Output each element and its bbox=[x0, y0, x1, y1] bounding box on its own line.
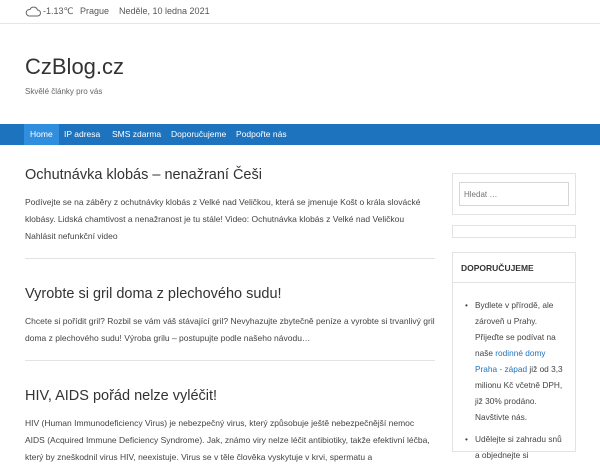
nav-item-podporte-nas[interactable]: Podpořte nás bbox=[236, 129, 287, 139]
post-title[interactable]: Ochutnávka klobás – nenažraní Češi bbox=[25, 167, 262, 183]
nav-item-doporucujeme[interactable]: Doporučujeme bbox=[171, 129, 227, 139]
nav-item-home[interactable]: Home bbox=[24, 124, 59, 145]
bullet: • bbox=[465, 434, 468, 444]
cloud-icon bbox=[25, 5, 41, 17]
item-text: Bydlete v přírodě, ale zároveň u Prahy. Přijeďte se podívat na naše bbox=[475, 300, 556, 358]
site-title[interactable]: CzBlog.cz bbox=[25, 54, 125, 79]
current-date: Neděle, 10 ledna 2021 bbox=[119, 6, 210, 16]
bullet: • bbox=[465, 300, 468, 310]
post bbox=[25, 285, 435, 347]
rodinne-domy-link[interactable]: rodinné domy Praha - západ bbox=[475, 348, 546, 374]
search-input[interactable] bbox=[459, 182, 569, 206]
post-title[interactable]: HIV, AIDS pořád nelze vyléčit! bbox=[25, 388, 218, 404]
post-divider bbox=[25, 360, 435, 361]
empty-widget bbox=[452, 225, 576, 238]
temperature: -1.13℃ bbox=[43, 6, 74, 16]
site-description: Skvělé články pro vás bbox=[25, 87, 103, 96]
post-excerpt: HIV (Human Immunodeficiency Virus) je nebezpečný virus, který způsobuje ještě nebezpečnější nemoc AIDS (Acquired Immune Deficiency Syndrome). Jak, známo viry nelze léčit antibiotiky, takže efektivní léčba, který by zneškodnil virus HIV, neexistuje. Virus se v těle člověka vyskytuje v krvi, spermatu a bbox=[25, 418, 430, 462]
nav-item-sms-zdarma[interactable]: SMS zdarma bbox=[112, 129, 162, 139]
item-text: Udělejte si zahradu snů a objednejte si bbox=[475, 434, 562, 460]
recommend-list bbox=[453, 283, 575, 463]
top-bar bbox=[0, 0, 600, 24]
post-divider bbox=[25, 258, 435, 259]
item-text: již od 3,3 milionu Kč včetně DPH, již 30% prodáno. Navštivte nás. bbox=[475, 364, 563, 422]
post-title[interactable]: Vyrobte si gril doma z plechového sudu! bbox=[25, 286, 282, 302]
post bbox=[25, 166, 435, 245]
list-item bbox=[465, 431, 567, 463]
city-name: Prague bbox=[80, 6, 110, 16]
list-item bbox=[465, 297, 567, 425]
search-widget bbox=[452, 173, 576, 215]
recommend-widget bbox=[452, 252, 576, 460]
main-content bbox=[25, 145, 435, 462]
nav-item-ip-adresa[interactable]: IP adresa bbox=[64, 129, 101, 139]
sidebar bbox=[452, 173, 576, 460]
widget-title: DOPORUČUJEME bbox=[453, 253, 575, 283]
post-excerpt: Podívejte se na záběry z ochutnávky klobás z Velké nad Veličkou, která se jmenuje Košt o krála slovácké klobásy. Lidská chamtivost a nenažranost je tu stále! Video: Ochutnávka klobás z Velké nad Veličkou Nahlásit nefunkční video bbox=[25, 197, 421, 241]
post bbox=[25, 387, 435, 466]
main-navigation bbox=[0, 124, 600, 145]
post-excerpt: Chcete si pořídit gril? Rozbil se vám váš stávající gril? Nevyhazujte zbytečně peníze a vyrobte si trvanlivý gril doma z plechového sudu! Výroba grilu – postupujte podle našeho návodu… bbox=[25, 316, 435, 343]
